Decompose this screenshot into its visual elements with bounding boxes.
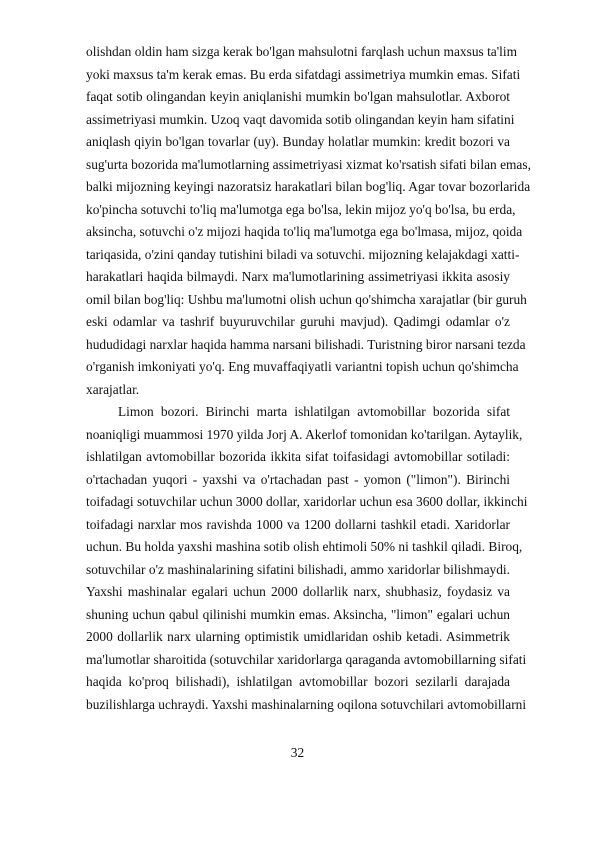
page-body (86, 41, 531, 716)
text-line: tariqasida, o'zini qanday tutishini biladi va sotuvchi. mijozning kelajakdagi xatti- (86, 246, 520, 262)
text-line: eski odamlar va tashrif buyuruvchilar guruhi mavjud). Qadimgi odamlar o'z (86, 314, 510, 329)
text-line: haqida ko'proq bilishadi), ishlatilgan avtomobillar bozori sezilarli darajada (86, 674, 510, 689)
paragraph-lemon-market (86, 401, 528, 716)
text-line: assimetriyasi mumkin. Uzoq vaqt davomida sotib olingandan keyin ham sifatini (86, 111, 515, 127)
text-line: shuning uchun qabul qilinishi mumkin emas. Aksincha, "limon" egalari uchun (86, 606, 510, 622)
page-number: 32 (290, 745, 305, 760)
paragraph-information-asymmetry (86, 41, 531, 401)
text-line: ishlatilgan avtomobillar bozorida ikkita sifat toifasidagi avtomobillar sotiladi: (86, 449, 510, 464)
text-line: o'rganish imkoniyati yo'q. Eng muvaffaqiyatli variantni topish uchun qo'shimcha (86, 359, 519, 374)
text-line: omil bilan bog'liq: Ushbu ma'lumotni olish uchun qo'shimcha xarajatlar (bir guruh (86, 291, 527, 307)
text-line: sug'urta bozorida ma'lumotlarning assimetriyasi xizmat ko'rsatish sifati bilan emas, (86, 156, 531, 172)
text-line: sotuvchilar o'z mashinalarining sifatini bilishadi, ammo xaridorlar bilishmaydi. (86, 561, 510, 577)
text-line: Yaxshi mashinalar egalari uchun 2000 dollarlik narx, shubhasiz, foydasiz va (86, 584, 510, 599)
text-line: toifadagi narxlar mos ravishda 1000 va 1200 dollarni tashkil etadi. Xaridorlar (86, 516, 510, 532)
text-line: o'rtachadan yuqori - yaxshi va o'rtachadan past - yomon ("limon"). Birinchi (86, 471, 510, 487)
text-line: 2000 dollarlik narx ularning optimistik umidlaridan oshib ketadi. Asimmetrik (86, 629, 510, 644)
text-line: balki mijozning keyingi nazoratsiz harakatlari bilan bog'liq. Agar tovar bozorlarida (86, 179, 531, 194)
text-line: harakatlari haqida bilmaydi. Narx ma'lumotlarining assimetriyasi ikkita asosiy (86, 269, 510, 284)
text-line: uchun. Bu holda yaxshi mashina sotib olish ehtimoli 50% ni tashkil qiladi. Biroq, (86, 539, 523, 554)
text-line: aniqlash qiyin bo'lgan tovarlar (uy). Bunday holatlar mumkin: kredit bozori va (86, 134, 510, 149)
text-line: Limon bozori. Birinchi marta ishlatilgan avtomobillar bozorida sifat (118, 404, 510, 419)
text-line: buzilishlarga uchraydi. Yaxshi mashinalarning oqilona sotuvchilari avtomobillarni (86, 696, 527, 712)
text-line: yoki maxsus ta'm kerak emas. Bu erda sifatdagi assimetriya mumkin emas. Sifati (86, 66, 521, 82)
text-line: aksincha, sotuvchi o'z mijozi haqida to'liq ma'lumotga ega bo'lmasa, mijoz, qoida (86, 224, 523, 239)
text-line: ma'lumotlar sharoitida (sotuvchilar xaridorlarga qaraganda avtomobillarning sifati (86, 651, 527, 667)
text-line: ko'pincha sotuvchi to'liq ma'lumotga ega bo'lsa, lekin mijoz yo'q bo'lsa, bu erda, (86, 201, 516, 217)
text-line: noaniqligi muammosi 1970 yilda Jorj A. Akerlof tomonidan ko'tarilgan. Aytaylik, (86, 426, 523, 442)
text-line: toifadagi sotuvchilar uchun 3000 dollar, xaridorlar uchun esa 3600 dollar, ikkinchi (86, 494, 528, 509)
text-line: hududidagi narxlar haqida hamma narsani bilishadi. Turistning biror narsani tezda (86, 336, 526, 352)
text-line: olishdan oldin ham sizga kerak bo'lgan mahsulotni farqlash uchun maxsus ta'lim (86, 44, 518, 59)
text-line: xarajatlar. (86, 381, 140, 397)
text-line: faqat sotib olingandan keyin aniqlanishi mumkin bo'lgan mahsulotlar. Axborot (86, 89, 510, 104)
